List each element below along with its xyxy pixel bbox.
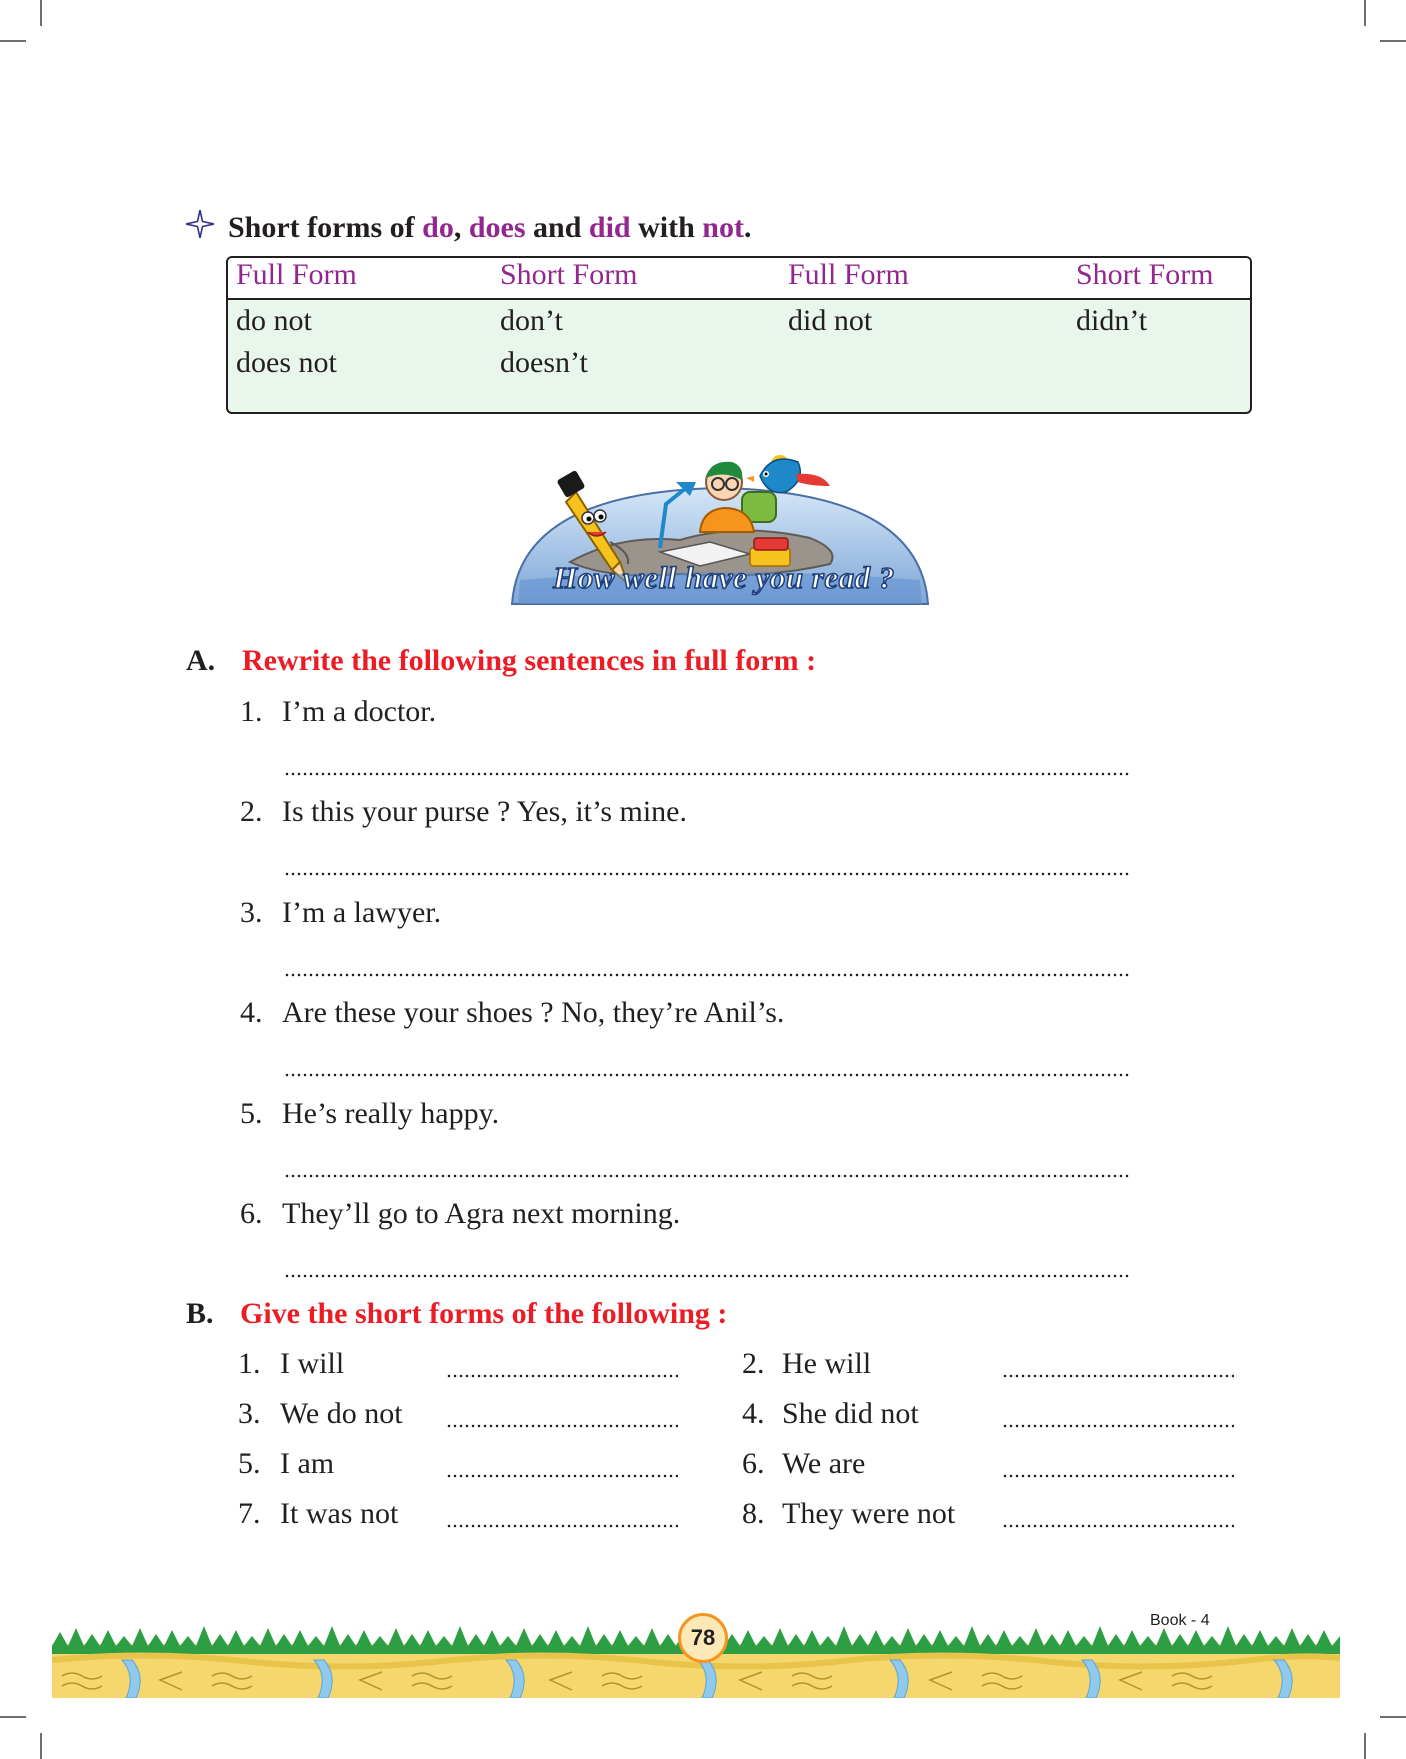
answer-line[interactable] bbox=[1002, 1474, 1234, 1478]
item-number: 8. bbox=[742, 1497, 765, 1530]
book-label: Book - 4 bbox=[1150, 1612, 1210, 1629]
crop-mark bbox=[1364, 1733, 1366, 1759]
item-number: 4. bbox=[742, 1397, 765, 1430]
table-cell: does not bbox=[236, 346, 337, 379]
item-number: 3. bbox=[240, 896, 263, 929]
crop-mark bbox=[0, 40, 26, 42]
how-well-have-you-read-banner bbox=[510, 452, 930, 608]
item-text: We do not bbox=[280, 1397, 403, 1430]
item-number: 5. bbox=[240, 1097, 263, 1130]
item-text: They were not bbox=[782, 1497, 956, 1530]
answer-line[interactable] bbox=[284, 1073, 1130, 1077]
answer-line[interactable] bbox=[446, 1524, 678, 1528]
item-number: 6. bbox=[742, 1447, 765, 1480]
page-number: 78 bbox=[678, 1613, 728, 1663]
item-text: Are these your shoes ? No, they’re Anil’s. bbox=[282, 996, 785, 1029]
table-cell: don’t bbox=[500, 304, 563, 337]
crop-mark bbox=[0, 1716, 26, 1718]
table-cell: did not bbox=[788, 304, 873, 337]
section-b-title: Give the short forms of the following : bbox=[240, 1297, 728, 1330]
item-text: She did not bbox=[782, 1397, 919, 1430]
section-b-letter: B. bbox=[186, 1297, 214, 1330]
item-text: Is this your purse ? Yes, it’s mine. bbox=[282, 795, 687, 828]
item-number: 2. bbox=[240, 795, 263, 828]
answer-line[interactable] bbox=[284, 973, 1130, 977]
item-text: I will bbox=[280, 1347, 345, 1380]
four-point-star-icon bbox=[186, 210, 214, 246]
table-header-cell: Full Form bbox=[788, 258, 909, 291]
banner-title: How well have you read ? bbox=[553, 560, 895, 595]
answer-line[interactable] bbox=[446, 1374, 678, 1378]
item-number: 5. bbox=[238, 1447, 261, 1480]
item-text: I am bbox=[280, 1447, 335, 1480]
item-number: 3. bbox=[238, 1397, 261, 1430]
crop-mark bbox=[40, 0, 42, 26]
table-cell: do not bbox=[236, 304, 312, 337]
item-text: I’m a lawyer. bbox=[282, 896, 442, 929]
short-forms-table bbox=[226, 256, 1252, 414]
answer-line[interactable] bbox=[446, 1424, 678, 1428]
section-a-title: Rewrite the following sentences in full form : bbox=[242, 644, 817, 677]
table-header-cell: Short Form bbox=[500, 258, 638, 291]
answer-line[interactable] bbox=[1002, 1424, 1234, 1428]
section-a-letter: A. bbox=[186, 644, 216, 677]
item-number: 6. bbox=[240, 1197, 263, 1230]
item-text: He’s really happy. bbox=[282, 1097, 500, 1130]
item-number: 1. bbox=[238, 1347, 261, 1380]
item-text: I’m a doctor. bbox=[282, 695, 437, 728]
answer-line[interactable] bbox=[1002, 1374, 1234, 1378]
item-text: It was not bbox=[280, 1497, 399, 1530]
answer-line[interactable] bbox=[284, 1274, 1130, 1278]
answer-line[interactable] bbox=[284, 772, 1130, 776]
table-header-cell: Short Form bbox=[1076, 258, 1214, 291]
item-text: He will bbox=[782, 1347, 872, 1380]
answer-line[interactable] bbox=[284, 1174, 1130, 1178]
item-text: We are bbox=[782, 1447, 866, 1480]
heading-text: Short forms of do, does and did with not. bbox=[228, 211, 752, 244]
answer-line[interactable] bbox=[1002, 1524, 1234, 1528]
item-number: 7. bbox=[238, 1497, 261, 1530]
table-cell: doesn’t bbox=[500, 346, 588, 379]
table-cell: didn’t bbox=[1076, 304, 1148, 337]
item-number: 4. bbox=[240, 996, 263, 1029]
answer-line[interactable] bbox=[284, 872, 1130, 876]
answer-line[interactable] bbox=[446, 1474, 678, 1478]
item-number: 2. bbox=[742, 1347, 765, 1380]
table-header-row bbox=[228, 258, 1250, 300]
table-body bbox=[228, 300, 1250, 412]
crop-mark bbox=[40, 1733, 42, 1759]
crop-mark bbox=[1380, 40, 1406, 42]
crop-mark bbox=[1364, 0, 1366, 26]
crop-mark bbox=[1380, 1716, 1406, 1718]
item-number: 1. bbox=[240, 695, 263, 728]
table-header-cell: Full Form bbox=[236, 258, 357, 291]
item-text: They’ll go to Agra next morning. bbox=[282, 1197, 681, 1230]
section-heading bbox=[186, 210, 751, 246]
